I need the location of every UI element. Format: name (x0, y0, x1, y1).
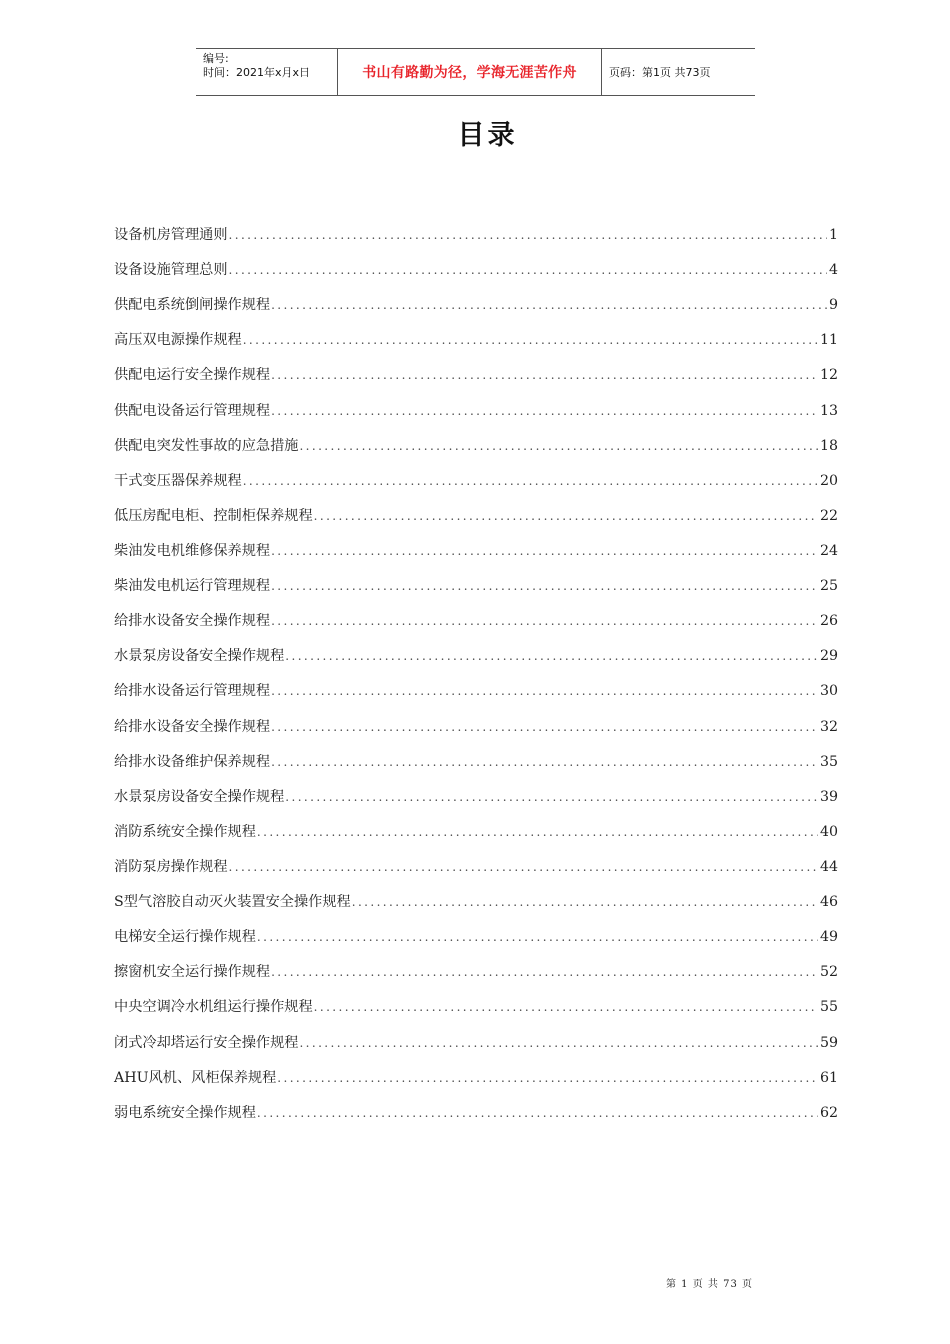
toc-entry-page-number: 52 (819, 964, 838, 981)
toc-entry[interactable] (114, 1032, 838, 1067)
toc-entry[interactable] (114, 610, 838, 645)
toc-dot-leader (271, 751, 818, 773)
toc-entry-page-number: 61 (819, 1069, 838, 1086)
toc-entry-page-number: 35 (819, 753, 838, 770)
toc-dot-leader (243, 470, 818, 492)
toc-entry-title: 消防系统安全操作规程 (114, 823, 256, 840)
toc-entry[interactable] (114, 786, 838, 821)
toc-entry[interactable] (114, 926, 838, 961)
toc-entry-page-number: 25 (819, 578, 838, 595)
toc-entry-title: 水景泵房设备安全操作规程 (114, 648, 285, 665)
toc-entry-title: 擦窗机安全运行操作规程 (114, 964, 271, 981)
toc-entry-title: 中央空调冷水机组运行操作规程 (114, 999, 313, 1016)
toc-entry-title: 柴油发电机维修保养规程 (114, 542, 271, 559)
toc-entry-page-number: 30 (819, 683, 838, 700)
toc-entry[interactable] (114, 1102, 838, 1137)
toc-entry-title: 供配电设备运行管理规程 (114, 402, 271, 419)
toc-dot-leader (243, 329, 818, 351)
toc-entry[interactable] (114, 961, 838, 996)
toc-dot-leader (271, 575, 818, 597)
toc-dot-leader (271, 364, 818, 386)
toc-entry-title: 给排水设备维护保养规程 (114, 753, 271, 770)
toc-dot-leader (299, 435, 817, 457)
toc-dot-leader (229, 224, 827, 246)
toc-entry-title: 供配电突发性事故的应急措施 (114, 437, 299, 454)
toc-entry-page-number: 26 (819, 613, 838, 630)
toc-entry[interactable] (114, 224, 838, 259)
toc-entry[interactable] (114, 329, 838, 364)
toc-entry-title: S型气溶胶自动灭火装置安全操作规程 (114, 894, 351, 911)
toc-entry-title: 高压双电源操作规程 (114, 332, 242, 349)
toc-entry-page-number: 40 (819, 823, 838, 840)
toc-entry-title: 水景泵房设备安全操作规程 (114, 788, 285, 805)
toc-entry[interactable] (114, 540, 838, 575)
toc-entry-page-number: 55 (819, 999, 838, 1016)
toc-entry-title: 低压房配电柜、控制柜保养规程 (114, 507, 313, 524)
table-of-contents (114, 224, 838, 1137)
page-footer: 第 1 页 共 73 页 (666, 1279, 753, 1290)
toc-entry-title: 闭式冷却塔运行安全操作规程 (114, 1034, 299, 1051)
toc-entry-title: 电梯安全运行操作规程 (114, 929, 256, 946)
header-page-info: 页码：第1页 共73页 (609, 66, 711, 79)
toc-entry-title: 柴油发电机运行管理规程 (114, 578, 271, 595)
toc-entry-page-number: 13 (819, 402, 838, 419)
toc-entry[interactable] (114, 645, 838, 680)
toc-dot-leader (257, 926, 818, 948)
toc-dot-leader (271, 540, 818, 562)
toc-dot-leader (314, 996, 818, 1018)
toc-dot-leader (271, 294, 827, 316)
toc-entry-page-number: 12 (819, 367, 838, 384)
toc-entry[interactable] (114, 716, 838, 751)
toc-entry-page-number: 32 (819, 718, 838, 735)
toc-entry-title: 设备设施管理总则 (114, 262, 228, 279)
toc-entry-page-number: 9 (828, 297, 838, 314)
toc-entry[interactable] (114, 259, 838, 294)
toc-entry[interactable] (114, 470, 838, 505)
toc-entry-title: 给排水设备运行管理规程 (114, 683, 271, 700)
toc-entry-title: 设备机房管理通则 (114, 227, 228, 243)
toc-entry-title: 消防泵房操作规程 (114, 858, 228, 875)
toc-entry-title: 给排水设备安全操作规程 (114, 718, 271, 735)
toc-dot-leader (271, 400, 818, 422)
header-motto: 书山有路勤为径，学海无涯苦作舟 (338, 49, 602, 95)
page-title: 目录 (457, 120, 518, 151)
toc-entry[interactable] (114, 435, 838, 470)
header-number-label: 编号: (203, 52, 229, 65)
header-time-label: 时间：2021年x月x日 (203, 66, 311, 79)
toc-entry[interactable] (114, 680, 838, 715)
toc-dot-leader (229, 856, 818, 878)
toc-entry-title: 供配电运行安全操作规程 (114, 367, 271, 384)
toc-entry-page-number: 1 (828, 227, 838, 243)
toc-dot-leader (277, 1067, 818, 1089)
toc-entry[interactable] (114, 364, 838, 399)
toc-entry[interactable] (114, 751, 838, 786)
toc-entry[interactable] (114, 856, 838, 891)
toc-entry[interactable] (114, 996, 838, 1031)
toc-dot-leader (271, 961, 818, 983)
toc-dot-leader (229, 259, 827, 281)
toc-entry-title: 供配电系统倒闸操作规程 (114, 297, 271, 314)
toc-dot-leader (271, 716, 818, 738)
toc-entry-page-number: 46 (819, 894, 838, 911)
toc-entry[interactable] (114, 400, 838, 435)
toc-entry-page-number: 4 (828, 262, 838, 279)
toc-dot-leader (299, 1032, 817, 1054)
toc-entry-title: 弱电系统安全操作规程 (114, 1104, 256, 1121)
toc-entry-title: 给排水设备安全操作规程 (114, 613, 271, 630)
toc-entry-page-number: 49 (819, 929, 838, 946)
toc-dot-leader (285, 645, 818, 667)
toc-dot-leader (314, 505, 818, 527)
header-meta (196, 49, 338, 95)
toc-entry-title: AHU风机、风柜保养规程 (114, 1069, 277, 1086)
toc-entry[interactable] (114, 891, 838, 926)
toc-dot-leader (257, 821, 818, 843)
toc-dot-leader (352, 891, 818, 913)
toc-entry[interactable] (114, 294, 838, 329)
toc-entry[interactable] (114, 1067, 838, 1102)
toc-entry-page-number: 44 (819, 858, 838, 875)
toc-dot-leader (257, 1102, 818, 1124)
toc-entry-title: 干式变压器保养规程 (114, 472, 242, 489)
toc-dot-leader (285, 786, 818, 808)
toc-entry[interactable] (114, 821, 838, 856)
toc-entry-page-number: 29 (819, 648, 838, 665)
toc-entry-page-number: 18 (819, 437, 838, 454)
toc-entry[interactable] (114, 575, 838, 610)
toc-entry-page-number: 11 (819, 332, 838, 349)
toc-dot-leader (271, 680, 818, 702)
toc-entry-page-number: 24 (819, 542, 838, 559)
toc-entry-page-number: 22 (819, 507, 838, 524)
page-header (196, 48, 755, 96)
toc-entry[interactable] (114, 505, 838, 540)
toc-entry-page-number: 39 (819, 788, 838, 805)
toc-dot-leader (271, 610, 818, 632)
toc-entry-page-number: 20 (819, 472, 838, 489)
toc-entry-page-number: 62 (819, 1104, 838, 1121)
toc-entry-page-number: 59 (819, 1034, 838, 1051)
